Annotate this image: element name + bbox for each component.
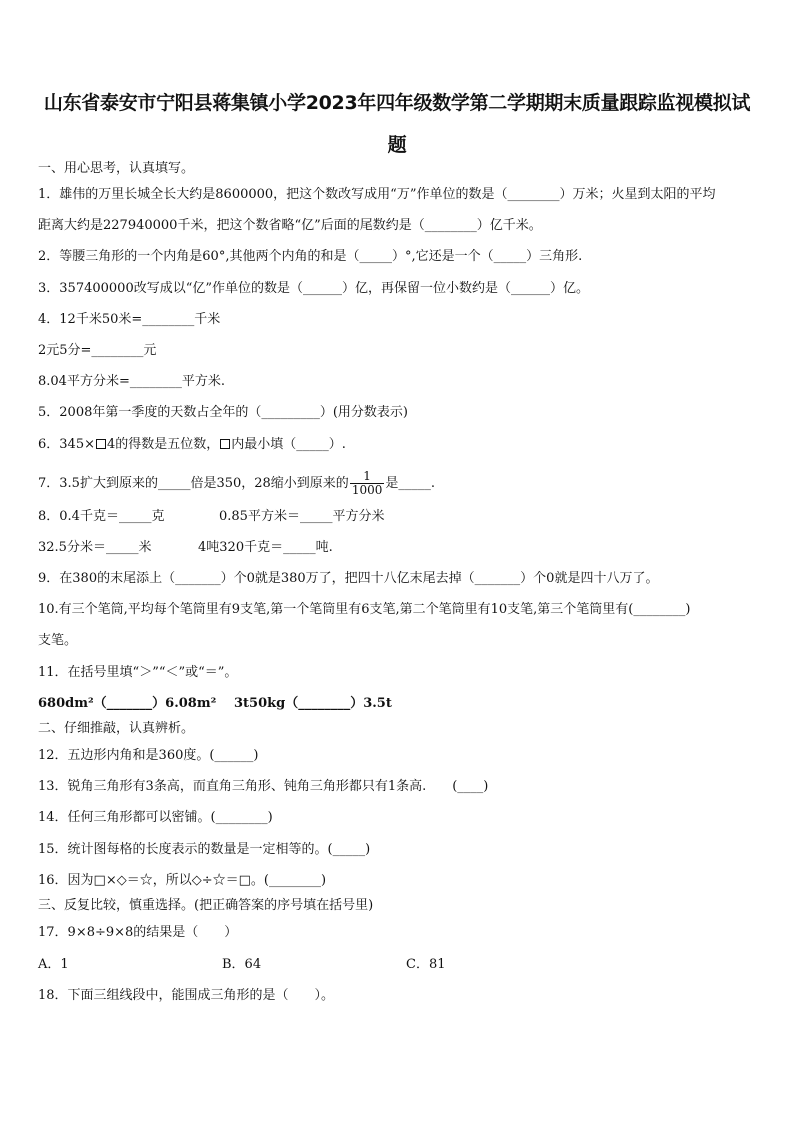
question-11: 11．在括号里填“＞”“＜”或“＝”。 (38, 665, 238, 680)
fraction-denominator: 1000 (351, 483, 383, 497)
question-1-line-a: 1．雄伟的万里长城全长大约是8600000，把这个数改写成用“万”作单位的数是（________）万米；火星到太阳的平均 (38, 187, 716, 202)
question-11-item-2: 3t50kg（________）3.5t (234, 696, 392, 711)
option-b: B．64 (222, 957, 262, 972)
fraction (350, 470, 385, 497)
question-14: 14．任何三角形都可以密铺。(________) (38, 810, 273, 825)
question-4-line-a: 4．12千米50米=________千米 (38, 312, 221, 327)
question-7 (38, 470, 435, 497)
section-heading-1: 一、用心思考，认真填写。 (38, 161, 195, 176)
question-4-line-b: 2元5分=________元 (38, 343, 157, 358)
question-1-line-b: 距离大约是227940000千米，把这个数省略“亿”后面的尾数约是（________）亿千米。 (38, 218, 542, 233)
section-heading-2: 二、仔细推敲，认真辨析。 (38, 721, 195, 736)
page-title-line2: 题 (387, 134, 407, 156)
question-12: 12．五边形内角和是360度。(______) (38, 748, 259, 763)
question-6-suffix: 内最小填（_____）. (231, 437, 346, 452)
question-6 (38, 436, 346, 454)
question-8-item-3: 32.5分米＝_____米 (38, 540, 152, 555)
question-8-item-2: 0.85平方米＝_____平方分米 (219, 509, 385, 524)
question-6-prefix: 6．345× (38, 437, 95, 452)
question-7-prefix: 7．3.5扩大到原来的_____倍是350，28缩小到原来的 (38, 476, 349, 491)
question-17: 17．9×8÷9×8的结果是（ ） (38, 925, 238, 940)
question-6-middle: 4的得数是五位数， (106, 437, 220, 452)
question-2: 2．等腰三角形的一个内角是60°,其他两个内角的和是（_____）°,它还是一个（_____）三角形. (38, 249, 583, 264)
question-7-suffix: 是_____. (385, 476, 435, 491)
question-16: 16．因为□×◇＝☆，所以◇÷☆＝□。(________) (38, 873, 327, 888)
question-17-options (38, 956, 446, 974)
blank-square-icon (96, 439, 106, 449)
question-4-line-c: 8.04平方分米=________平方米. (38, 374, 225, 389)
question-8-item-4: 4吨320千克＝_____吨. (198, 540, 333, 555)
question-11-item-1: 680dm²（_______）6.08m² (38, 696, 217, 711)
question-8-row-b (38, 539, 333, 557)
question-10-line-a: 10.有三个笔筒,平均每个笔筒里有9支笔,第一个笔筒里有6支笔,第二个笔筒里有10支笔,第三个笔筒里有(________) (38, 602, 691, 617)
fraction-numerator: 1 (350, 470, 385, 484)
question-13: 13．锐角三角形有3条高，而直角三角形、钝角三角形都只有1条高. (____) (38, 779, 489, 794)
option-a: A．1 (38, 957, 69, 972)
question-9: 9．在380的末尾添上（_______）个0就是380万了，把四十八亿末尾去掉（_______）个0就是四十八万了。 (38, 571, 659, 586)
question-5: 5．2008年第一季度的天数占全年的（_________）(用分数表示) (38, 405, 408, 420)
question-10-line-b: 支笔。 (38, 633, 78, 648)
question-11-items (38, 695, 392, 713)
question-8-item-1: 8．0.4千克＝_____克 (38, 509, 165, 524)
question-8-row-a (38, 508, 384, 526)
question-3: 3．357400000改写成以“亿”作单位的数是（______）亿，再保留一位小数约是（______）亿。 (38, 281, 590, 296)
question-18: 18．下面三组线段中，能围成三角形的是（ ）。 (38, 988, 335, 1003)
question-15: 15．统计图每格的长度表示的数量是一定相等的。(_____) (38, 842, 371, 857)
page-title-line1: 山东省泰安市宁阳县蒋集镇小学2023年四年级数学第二学期期末质量跟踪监视模拟试 (43, 92, 751, 114)
section-heading-3: 三、反复比较，慎重选择。(把正确答案的序号填在括号里) (38, 898, 374, 913)
option-c: C．81 (406, 957, 446, 972)
blank-square-icon (220, 439, 230, 449)
